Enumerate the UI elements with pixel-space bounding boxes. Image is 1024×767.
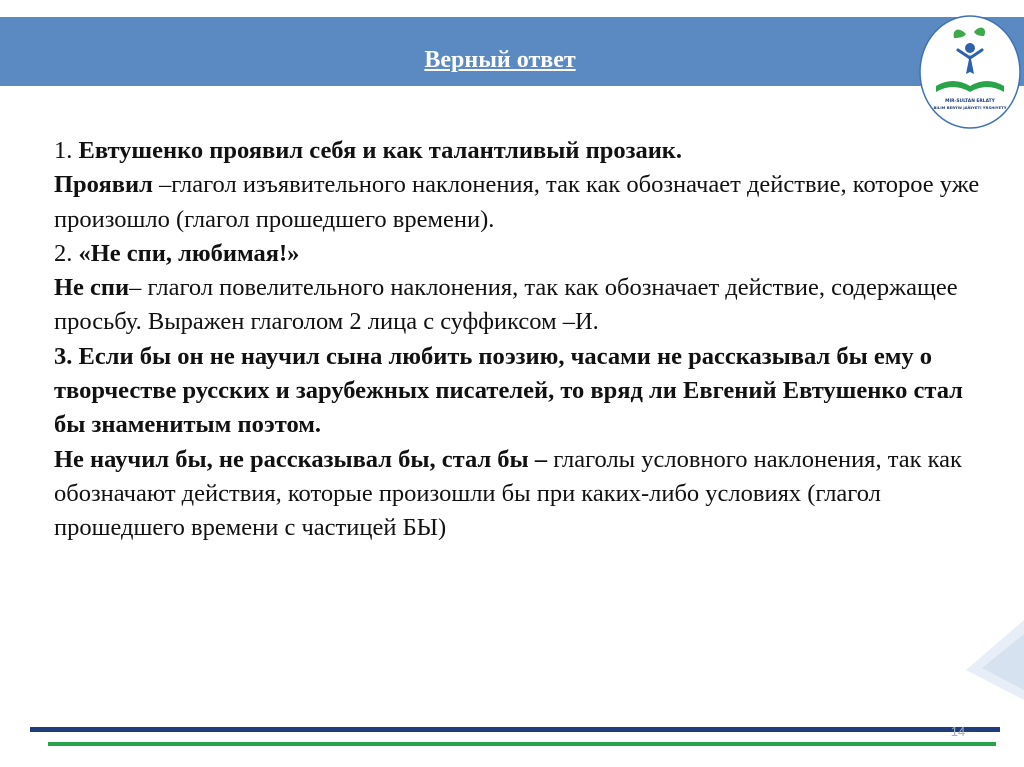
item-2-explanation xyxy=(54,271,994,340)
item-2-explanation-text: – глагол повелительного наклонения, так как обозначает действие, содержащее просьбу. Выражен глаголом 2 лица с суффиксом –И. xyxy=(54,274,958,336)
item-3-term: Не научил бы, не рассказывал бы, стал бы – xyxy=(54,445,554,473)
item-2 xyxy=(54,237,994,271)
slide-content xyxy=(54,134,994,546)
item-1-number: 1. xyxy=(54,137,79,164)
item-2-number: 2. xyxy=(54,239,79,267)
item-1-sentence: Евтушенко проявил себя и как талантливый прозаик. xyxy=(78,137,683,164)
item-1-explanation-text: –глагол изъявительного наклонения, так как обозначает действие, которое уже произошло (глагол прошедшего времени). xyxy=(54,171,980,233)
item-1-term: Проявил xyxy=(54,171,159,199)
logo-text-line2: BILIM BERÝW JAÑIYETI ÝRSHIYETÝ xyxy=(933,105,1007,110)
footer-rule-green xyxy=(48,742,996,746)
slide-title: Верный ответ xyxy=(424,47,576,73)
university-logo xyxy=(918,14,1022,130)
logo-text-line1: MIR-SULTAN ERLATÝ xyxy=(945,99,995,104)
item-1-explanation xyxy=(54,168,994,237)
page-number: 14 xyxy=(950,724,966,739)
item-2-term: Не спи xyxy=(54,274,130,302)
item-3-explanation-text: глаголы условного наклонения, так как обозначают действия, которые произошли бы при каких-либо условиях (глагол прошедшего времени с частицей БЫ) xyxy=(54,445,962,542)
item-3: 3. Если бы он не научил сына любить поэзию, часами не рассказывал бы ему о творчестве русских и зарубежных писателей, то вряд ли Евгений Евтушенко стал бы знаменитым поэтом. xyxy=(54,342,963,439)
item-3-explanation xyxy=(54,443,994,546)
item-1 xyxy=(54,134,994,168)
corner-decoration xyxy=(960,620,1024,700)
footer-rule-blue xyxy=(30,727,1000,732)
item-2-sentence: «Не спи, любимая!» xyxy=(78,239,300,267)
figure-icon xyxy=(965,43,975,53)
